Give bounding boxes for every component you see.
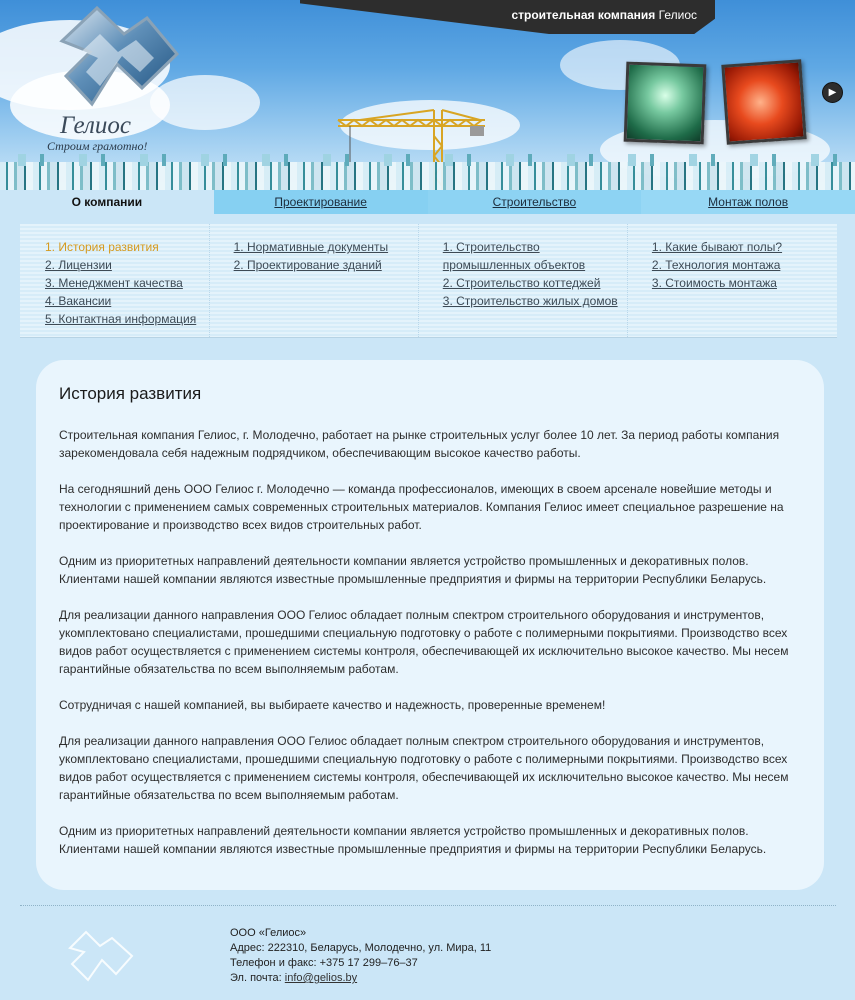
footer-logo-icon: [66, 928, 136, 984]
gallery-photo-floor-red[interactable]: [721, 59, 806, 144]
footer-address: Адрес: 222310, Беларусь, Молодечно, ул. Мира, 11: [230, 942, 492, 954]
submenu-item-mounting-cost[interactable]: 3. Стоимость монтажа: [651, 276, 777, 290]
tab-design[interactable]: Проектирование: [214, 190, 428, 214]
content-paragraph: Строительная компания Гелиос, г. Молодечно, работает на рынке строительных услуг более 10 лет. За период работы компания зарекомендовала себя надежным подрядчиком, обеспечивающим высокое качество работы.: [59, 428, 780, 460]
submenu: [20, 224, 837, 338]
submenu-col-construction: [419, 224, 628, 337]
submenu-col-floors: [628, 224, 837, 337]
submenu-item-licenses[interactable]: 2. Лицензии: [45, 258, 112, 272]
content-paragraph: На сегодняшний день ООО Гелиос г. Молодечно — команда профессионалов, имеющих в своем арсенале новейшие методы и технологии с применением самых современных строительных материалов. Компания Гелиос имеет специальное разрешение на проектирование и производство всех видов строительных работ.: [59, 482, 784, 532]
footer-divider: [20, 905, 836, 906]
tab-about[interactable]: О компании: [0, 190, 214, 214]
company-tagline-name: Гелиос: [658, 8, 697, 22]
company-tagline: [511, 8, 697, 22]
submenu-item-normative-docs[interactable]: 1. Нормативные документы: [233, 240, 389, 254]
helios-logo-icon[interactable]: [52, 6, 182, 116]
tab-floor-mounting[interactable]: Монтаж полов: [641, 190, 855, 214]
content-paragraph: Одним из приоритетных направлений деятельности компании является устройство промышленных и декоративных полов. Клиентами нашей компании являются известные промышленные предприятия и фирмы на территории Республики Беларусь.: [59, 554, 767, 586]
submenu-item-industrial[interactable]: 1. Строительство промышленных объектов: [442, 240, 586, 272]
footer-email-label: Эл. почта:: [230, 972, 282, 984]
submenu-item-vacancies[interactable]: 4. Вакансии: [45, 294, 112, 308]
logo-slogan: Строим грамотно!: [47, 139, 148, 153]
submenu-item-building-design[interactable]: 2. Проектирование зданий: [233, 258, 382, 272]
content-paragraph: Для реализации данного направления ООО Гелиос обладает полным спектром строительного оборудования и инструментов, укомплектовано специалистами, прошедшими специальную подготовку о работе с полимерными покрытиями. Производство всех видов работ осуществляется с применением системы контроля, обеспечивающей их исключительно высокое качество. Мы несем гарантийные обязательства по всем выполняемым работам.: [59, 734, 789, 802]
gallery-photo-floor-green[interactable]: [624, 62, 707, 145]
submenu-item-mounting-tech[interactable]: 2. Технология монтажа: [651, 258, 781, 272]
content-paragraph: Для реализации данного направления ООО Гелиос обладает полным спектром строительного оборудования и инструментов, укомплектовано специалистами, прошедшими специальную подготовку о работе с полимерными покрытиями. Производство всех видов работ осуществляется с применением системы контроля, обеспечивающей их исключительно высокое качество. Мы несем гарантийные обязательства по всем выполняемым работам.: [59, 608, 789, 676]
page-title: История развития: [59, 384, 202, 403]
city-skyline: [0, 162, 855, 192]
submenu-col-design: [210, 224, 419, 337]
footer-company: ООО «Гелиос»: [230, 927, 307, 939]
main-content: [36, 360, 824, 890]
footer-email-link[interactable]: info@gelios.by: [284, 972, 358, 984]
footer-phone: Телефон и факс: +375 17 299–76–37: [230, 957, 418, 969]
content-paragraph: Сотрудничая с нашей компанией, вы выбираете качество и надежность, проверенные временем!: [59, 698, 606, 712]
submenu-item-contacts[interactable]: 5. Контактная информация: [45, 312, 197, 326]
header-banner: [0, 0, 855, 192]
company-tagline-bold: строительная компания: [511, 8, 656, 22]
logo-name: Гелиос: [60, 112, 131, 139]
submenu-item-residential[interactable]: 3. Строительство жилых домов: [442, 294, 618, 308]
tab-construction[interactable]: Строительство: [428, 190, 642, 214]
play-arrow-icon: ▶: [828, 87, 837, 98]
submenu-item-floor-types[interactable]: 1. Какие бывают полы?: [651, 240, 783, 254]
gallery-next-button[interactable]: [822, 82, 843, 103]
submenu-item-cottages[interactable]: 2. Строительство коттеджей: [442, 276, 601, 290]
submenu-item-quality[interactable]: 3. Менеджмент качества: [45, 276, 183, 290]
content-paragraph: Одним из приоритетных направлений деятельности компании является устройство промышленных и декоративных полов. Клиентами нашей компании являются известные промышленные предприятия и фирмы на территории Республики Беларусь.: [59, 824, 767, 856]
submenu-item-history[interactable]: 1. История развития: [45, 240, 159, 254]
footer-contacts: [230, 926, 491, 986]
submenu-col-about: [20, 224, 210, 337]
footer-email-row: [230, 971, 491, 986]
main-nav: [0, 190, 855, 214]
